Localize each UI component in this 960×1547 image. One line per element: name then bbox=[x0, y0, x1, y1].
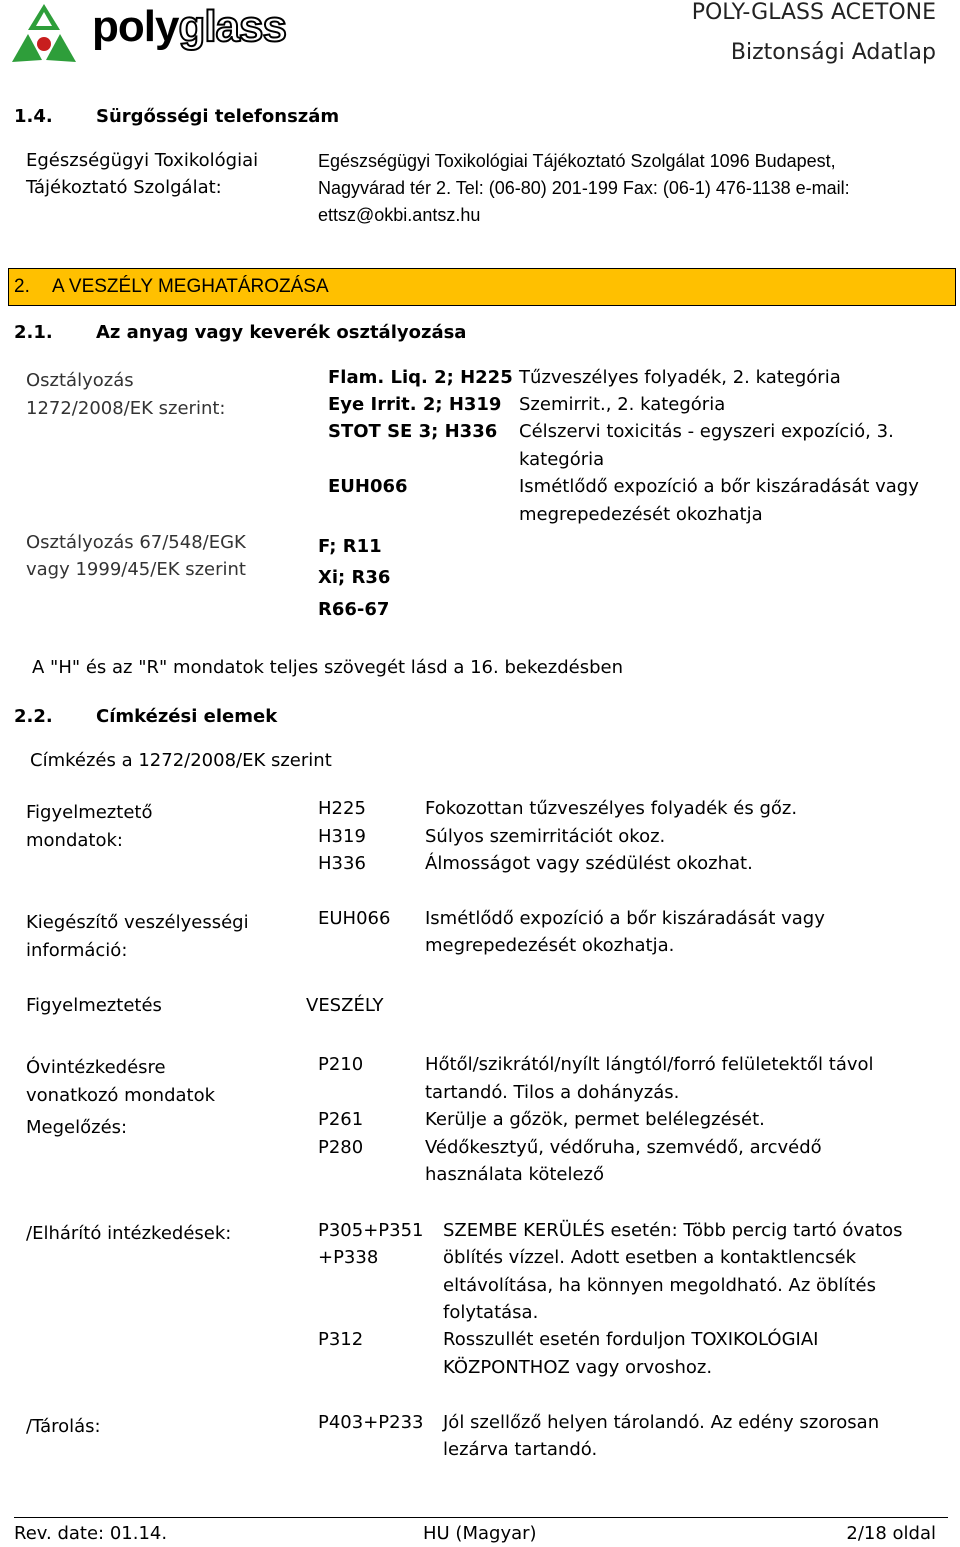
prevention-label: Megelőzés: bbox=[26, 1117, 128, 1138]
hazard-class-desc: Célszervi toxicitás - egyszeri expozíció, 3. bbox=[519, 421, 894, 442]
precaution-text: Jól szellőző helyen tárolandó. Az edény szorosan bbox=[443, 1412, 880, 1433]
recycle-logo-icon bbox=[2, 0, 86, 66]
hazard-code: H319 bbox=[318, 826, 366, 847]
precaution-text: használata kötelező bbox=[425, 1164, 605, 1185]
reference-note: A "H" és az "R" mondatok teljes szövegét lásd a 16. bekezdésben bbox=[32, 657, 624, 678]
section-title: A VESZÉLY MEGHATÁROZÁSA bbox=[52, 276, 329, 297]
precaution-code: +P338 bbox=[318, 1247, 379, 1268]
section-number: 2.1. bbox=[14, 322, 53, 343]
precaution-code: P312 bbox=[318, 1329, 364, 1350]
precaution-text: folytatása. bbox=[443, 1302, 539, 1323]
hazard-text: Fokozottan tűzveszélyes folyadék és gőz. bbox=[425, 798, 798, 819]
section-title: Címkézési elemek bbox=[96, 706, 278, 727]
storage-label: /Tárolás: bbox=[26, 1416, 101, 1437]
emergency-value: Egészségügyi Toxikológiai Tájékoztató Szolgálat 1096 Budapest, bbox=[318, 151, 836, 171]
classification-label: vagy 1999/45/EK szerint bbox=[26, 559, 246, 580]
precaution-text: KÖZPONTHOZ vagy orvoshoz. bbox=[443, 1357, 713, 1378]
supplementary-text: Ismétlődő expozíció a bőr kiszáradását vagy bbox=[425, 908, 825, 929]
footer-page-number: 2/18 oldal bbox=[846, 1523, 936, 1544]
labelling-subtitle: Címkézés a 1272/2008/EK szerint bbox=[30, 750, 332, 771]
response-label: /Elhárító intézkedések: bbox=[26, 1223, 232, 1244]
hazard-class-code: Flam. Liq. 2; H225 bbox=[328, 367, 513, 388]
precaution-code: P403+P233 bbox=[318, 1412, 424, 1433]
hazard-class-code: EUH066 bbox=[328, 476, 408, 497]
hazard-code: H225 bbox=[318, 798, 366, 819]
document-title: POLY-GLASS ACETONE bbox=[691, 0, 936, 25]
precaution-code: P280 bbox=[318, 1137, 364, 1158]
emergency-email: ettsz@okbi.antsz.hu bbox=[318, 205, 481, 225]
section-title: Az anyag vagy keverék osztályozása bbox=[96, 322, 467, 343]
precaution-code: P210 bbox=[318, 1054, 364, 1075]
hazard-class-desc: megrepedezését okozhatja bbox=[519, 504, 763, 525]
classification-label: 1272/2008/EK szerint: bbox=[26, 398, 226, 419]
hazard-statements-label: mondatok: bbox=[26, 830, 123, 851]
footer-divider bbox=[14, 1517, 948, 1518]
precaution-text: SZEMBE KERÜLÉS esetén: Több percig tartó óvatos bbox=[443, 1220, 903, 1241]
precaution-text: eltávolítása, ha könnyen megoldható. Az öblítés bbox=[443, 1275, 876, 1296]
document-subtitle: Biztonsági Adatlap bbox=[730, 40, 936, 65]
hazard-code: H336 bbox=[318, 853, 366, 874]
section-number: 2.2. bbox=[14, 706, 53, 727]
section-number: 1.4. bbox=[14, 106, 53, 127]
precaution-text: Védőkesztyű, védőruha, szemvédő, arcvédő bbox=[425, 1137, 822, 1158]
signal-word-label: Figyelmeztetés bbox=[26, 995, 162, 1016]
r-code: Xi; R36 bbox=[318, 567, 391, 588]
precautionary-label: Óvintézkedésre bbox=[26, 1057, 166, 1078]
logo-glass-text: glass bbox=[178, 2, 286, 51]
precaution-code: P261 bbox=[318, 1109, 364, 1130]
r-code: R66-67 bbox=[318, 599, 390, 620]
hazard-text: Súlyos szemirritációt okoz. bbox=[425, 826, 666, 847]
supplementary-label: információ: bbox=[26, 940, 128, 961]
supplementary-code: EUH066 bbox=[318, 908, 391, 929]
classification-label: Osztályozás 67/548/EGK bbox=[26, 532, 246, 553]
emergency-label: Egészségügyi Toxikológiai bbox=[26, 150, 259, 171]
emergency-label: Tájékoztató Szolgálat: bbox=[26, 177, 222, 198]
hazard-class-desc: Szemirrit., 2. kategória bbox=[519, 394, 726, 415]
signal-word: VESZÉLY bbox=[306, 995, 384, 1016]
section-title: Sürgősségi telefonszám bbox=[96, 106, 340, 127]
hazard-statements-label: Figyelmeztető bbox=[26, 802, 153, 823]
hazard-class-desc: Tűzveszélyes folyadék, 2. kategória bbox=[519, 367, 841, 388]
precaution-text: öblítés vízzel. Adott esetben a kontaktlencsék bbox=[443, 1247, 857, 1268]
supplementary-text: megrepedezését okozhatja. bbox=[425, 935, 675, 956]
supplementary-label: Kiegészítő veszélyességi bbox=[26, 912, 249, 933]
precaution-text: tartandó. Tilos a dohányzás. bbox=[425, 1082, 680, 1103]
hazard-class-code: STOT SE 3; H336 bbox=[328, 421, 498, 442]
logo-poly-text: poly bbox=[92, 2, 179, 51]
precautionary-label: vonatkozó mondatok bbox=[26, 1085, 216, 1106]
hazard-class-desc: kategória bbox=[519, 449, 605, 470]
r-code: F; R11 bbox=[318, 536, 382, 557]
precaution-text: Rosszullét esetén forduljon TOXIKOLÓGIAI bbox=[443, 1329, 819, 1350]
footer-language: HU (Magyar) bbox=[423, 1523, 537, 1544]
precaution-text: Kerülje a gőzök, permet belélegzését. bbox=[425, 1109, 765, 1130]
classification-label: Osztályozás bbox=[26, 370, 134, 391]
emergency-value: Nagyvárad tér 2. Tel: (06-80) 201-199 Fax: (06-1) 476-1138 e-mail: bbox=[318, 178, 850, 198]
hazard-class-code: Eye Irrit. 2; H319 bbox=[328, 394, 502, 415]
precaution-text: Hőtől/szikrától/nyílt lángtól/forró felületektől távol bbox=[425, 1054, 874, 1075]
hazard-text: Álmosságot vagy szédülést okozhat. bbox=[425, 853, 753, 874]
section-number: 2. bbox=[14, 276, 30, 297]
precaution-code: P305+P351 bbox=[318, 1220, 424, 1241]
footer-revision-date: Rev. date: 01.14. bbox=[14, 1523, 168, 1544]
brand-logo bbox=[92, 2, 286, 52]
precaution-text: lezárva tartandó. bbox=[443, 1439, 598, 1460]
hazard-class-desc: Ismétlődő expozíció a bőr kiszáradását vagy bbox=[519, 476, 919, 497]
